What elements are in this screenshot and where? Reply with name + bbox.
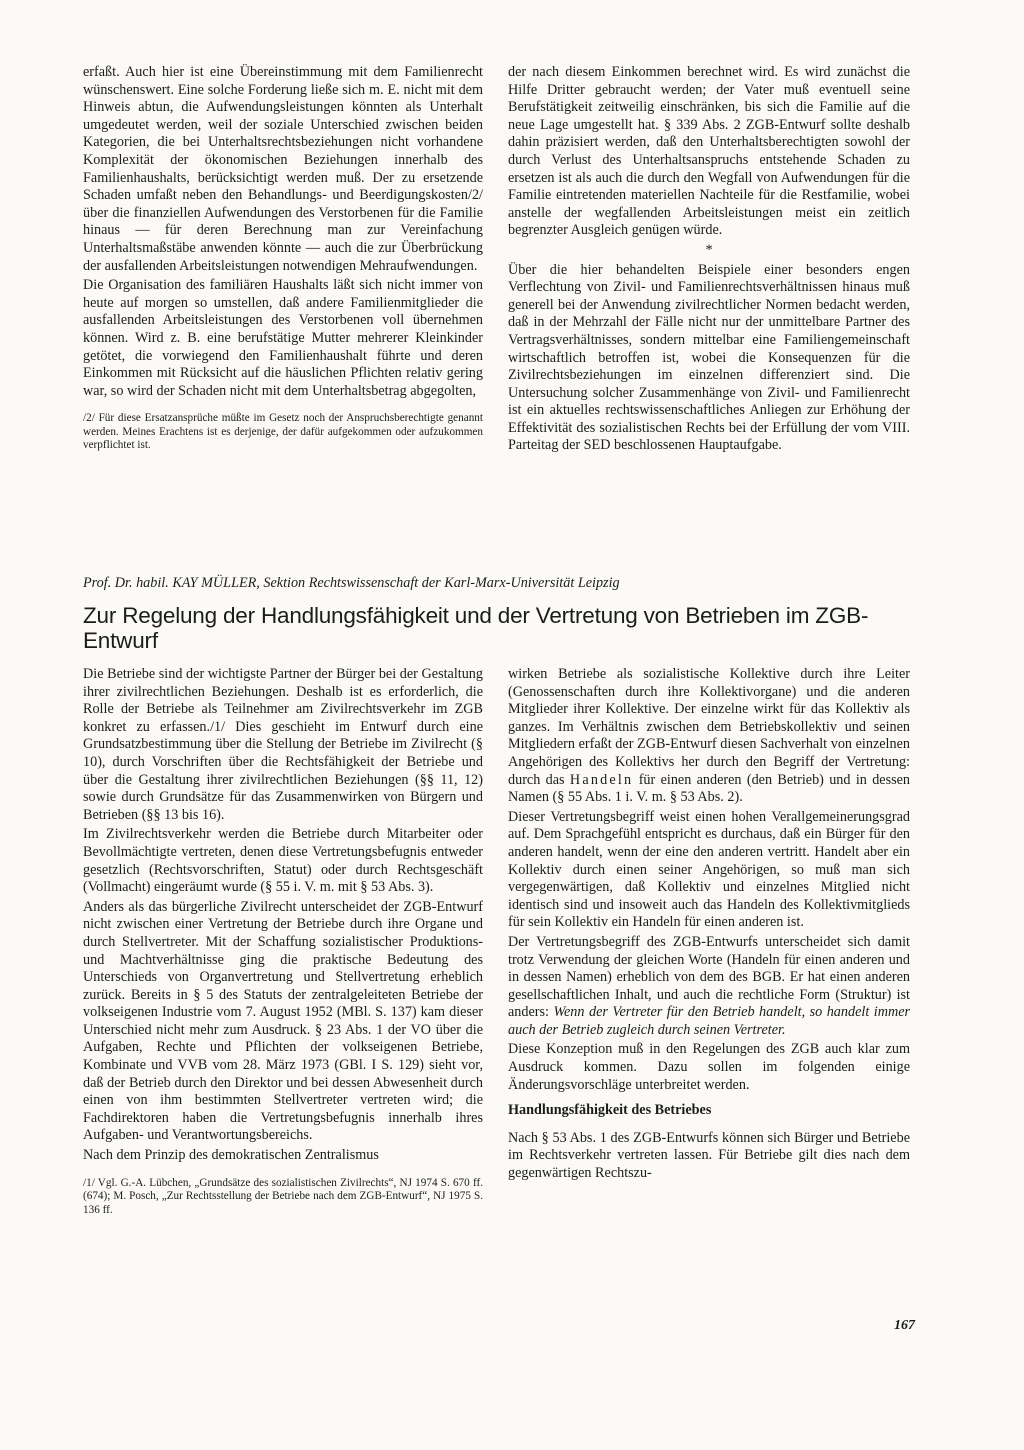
top-left-column (83, 64, 483, 453)
paragraph: Anders als das bürgerliche Zivilrecht unterscheidet der ZGB-Entwurf nicht zwischen einer Vertretung der Betriebe durch ihre Organe und durch Stellvertreter. Mit der Schaffung sozialistischer Produktions- und Machtverhältnisse ging die praktische Bedeutung des Unterschieds von Organvertretung und Stellvertretung erheblich zurück. Bereits in § 5 des Statuts der zentralgeleiteten Betriebe der volkseigenen Industrie vom 7. August 1952 (MBl. S. 137) kam dieser Unterschied nicht mehr zum Ausdruck. § 23 Abs. 1 der VO über die Aufgaben, Rechte und Pflichten der volkseigenen Betriebe, Kombinate und VVB vom 28. März 1973 (GBl. I S. 129) sieht vor, daß der Betrieb durch den Direktor und bei dessen Abwesenheit durch einen von ihm bestimmten Stellvertreter vertreten wird; die Fachdirektoren haben die Vertretungsbefugnis innerhalb ihres Aufgaben- und Verantwortungsbereichs. (83, 898, 483, 1144)
paragraph: wirken Betriebe als sozialistische Kollektive durch ihre Leiter (Genossenschaften durch ihre Kollektivorgane) und die anderen Mitglieder ihrer Kollektive. Der einzelne wirkt für das Kollektiv als ganzes. Im Verhältnis zwischen dem Betriebskollektiv und seinen Mitgliedern erfaßt der ZGB-Entwurf diesen Sachverhalt von einzelnen Angehörigen des Kollektivs her durch den Begriff der Vertretung: durch das Handeln für einen anderen (den Betrieb) und in dessen Namen (§ 55 Abs. 1 i. V. m. § 53 Abs. 2). (508, 666, 911, 806)
paragraph: Nach § 53 Abs. 1 des ZGB-Entwurfs können sich Bürger und Betriebe im Rechtsverkehr vertreten lassen. Für Betriebe gilt dies nach dem gegenwärtigen Rechtszu- (508, 1129, 910, 1182)
page-number: 167 (894, 1318, 915, 1333)
paragraph: Nach dem Prinzip des demokratischen Zentralismus (83, 1147, 379, 1164)
article-right-column (508, 666, 910, 1185)
footnote-2: /2/ Für diese Ersatzansprüche müßte im Gesetz noch der Anspruchsberechtigte genannt werden. Meines Erachtens ist es derjenige, der dafür aufgekommen oder aufzukommen verpflichtet ist. (83, 412, 483, 452)
paragraph: Über die hier behandelten Beispiele einer besonders engen Verflechtung von Zivil- und Familienrechtsverhältnissen hinaus muß generell bei der Anwendung zivilrechtlicher Normen bedacht werden, daß in der Mehrzahl der Fälle nicht nur der unmittelbare Partner des Vertragsverhältnisses, sondern mittelbar eine Familiengemeinschaft wirtschaftlich betroffen ist, wobei die Konsequenzen für die Zivilrechtsbeziehungen im einzelnen differenziert sind. Die Untersuchung solcher Zusammenhänge von Zivil- und Familienrecht ist ein aktuelles rechtswissenschaftliches Anliegen zur Erhöhung der Effektivität des sozialistischen Rechts bei der Erfüllung der vom VIII. Parteitag der SED beschlossenen Hauptaufgabe. (508, 261, 910, 454)
emphasis-italic: Wenn der Vertreter für den Betrieb handelt, so handelt immer auch der Betrieb zugleich durch seinen Vertreter. (508, 1004, 911, 1038)
emphasis-spaced: Handeln (569, 771, 634, 788)
paragraph: Die Organisation des familiären Haushalts läßt sich nicht immer von heute auf morgen so umstellen, daß andere Familienmitglieder die ausfallenden Arbeitsleistungen des Verstorbenen voll übernehmen können. Wird z. B. eine berufstätige Mutter mehrerer Kleinkinder getötet, die vorwiegend den Familienhaushalt führte und deren Einkommen mit Rücksicht auf die häuslichen Pflichten relativ gering war, so wird der Schaden nicht mit dem Unterhaltsbetrag abgegolten, (83, 277, 483, 399)
paragraph: Der Vertretungsbegriff des ZGB-Entwurfs unterscheidet sich damit trotz Verwendung der gleichen Worte (Handeln für einen anderen und in dessen Namen) erheblich von dem des BGB. Er hat einen anderen gesellschaftlichen Inhalt, und auch die rechtliche Form (Struktur) ist anders: Wenn der Vertreter für den Betrieb handelt, so handelt immer auch der Betrieb zugleich durch seinen Vertreter. (508, 933, 911, 1038)
section-heading: Handlungsfähigkeit des Betriebes (508, 1102, 712, 1119)
paragraph: Die Betriebe sind der wichtigste Partner der Bürger bei der Gestaltung ihrer zivilrechtlichen Beziehungen. Deshalb ist es erforderlich, die Rolle der Betriebe als Teilnehmer am Zivilrechtsverkehr im ZGB konkret zu erfassen./1/ Dies geschieht im Entwurf durch eine Grundsatzbestimmung über die Stellung der Betriebe im Zivilrecht (§ 10), durch Vorschriften über die Rechtsfähigkeit der Betriebe und über die Gestaltung ihrer zivilrechtlichen Beziehungen (§§ 11, 12) sowie durch Grundsätze für das Zusammenwirken von Bürgern und Betrieben (§§ 13 bis 16). (83, 666, 483, 823)
top-right-column (508, 64, 910, 457)
paragraph: Im Zivilrechtsverkehr werden die Betriebe durch Mitarbeiter oder Bevollmächtigte vertreten, denen diese Vertretungsbefugnis entweder gesetzlich (Rechtsvorschriften, Statut) oder durch Rechtsgeschäft (Vollmacht) eingeräumt wurde (§ 55 i. V. m. mit § 53 Abs. 3). (83, 826, 483, 896)
article-left-column (83, 666, 483, 1217)
paragraph: erfaßt. Auch hier ist eine Übereinstimmung mit dem Familienrecht wünschenswert. Eine solche Forderung ließe sich m. E. nicht mit dem Hinweis abtun, die Aufwendungsleistungen könnten als Unterhalt umgedeutet werden, weil der soziale Unterschied zwischen beiden Kategorien, die bei Unterhaltsrechtsbeziehungen nicht vorhandene Komplexität der ökonomischen Beziehungen innerhalb des Familienhaushalts, berücksichtigt werden muß. Der zu ersetzende Schaden umfaßt neben den Behandlungs- und Beerdigungskosten/2/ über die finanziellen Aufwendungen des Verstorbenen für die Familie hinaus — für deren Berechnung man zur Vereinfachung Unterhaltsmaßstäbe anwenden könnte — auch die zur Überbrückung der ausfallenden Arbeitsleistungen notwendigen Mehraufwendungen. (83, 64, 483, 274)
footnote-1: /1/ Vgl. G.-A. Lübchen, „Grundsätze des sozialistischen Zivilrechts“, NJ 1974 S. 670 ff. (674); M. Posch, „Zur Rechtsstellung der Betriebe nach dem ZGB-Entwurf“, NJ 1975 S. 136 ff. (83, 1176, 483, 1216)
paragraph: der nach diesem Einkommen berechnet wird. Es wird zunächst die Hilfe Dritter gebraucht werden; der Vater muß eventuell seine Berufstätigkeit zeitweilig einschränken, bis sich die Familie auf die neue Lage umgestellt hat. § 339 Abs. 2 ZGB-Entwurf sollte deshalb dahin präzisiert werden, daß den Unterhaltsberechtigten sowohl der durch Verlust des Unterhaltsanspruchs entstehende Schaden zu ersetzen ist als auch die durch den Wegfall von Aufwendungen für die Familie eintretenden materiellen Nachteile für die Restfamilie, wobei anstelle der wegfallenden Arbeitsleistungen meist ein zeitlich begrenzter Ausgleich genügen würde. (508, 64, 910, 239)
section-separator: * (705, 241, 713, 258)
author-byline: Prof. Dr. habil. KAY MÜLLER, Sektion Rechtswissenschaft der Karl-Marx-Universität Leipzig (83, 575, 620, 591)
article-title: Zur Regelung der Handlungsfähigkeit und der Vertretung von Betrieben im ZGB-Entwurf (83, 603, 869, 653)
paragraph: Diese Konzeption muß in den Regelungen des ZGB auch klar zum Ausdruck kommen. Dazu sollen im folgenden einige Änderungsvorschläge unterbreitet werden. (508, 1041, 910, 1093)
paragraph: Dieser Vertretungsbegriff weist einen hohen Verallgemeinerungsgrad auf. Dem Sprachgefühl entspricht es durchaus, daß ein Bürger für den anderen handelt, wenn der eine den anderen vertritt. Handelt aber ein Kollektiv durch einen seiner Angehörigen, so muß man sich vergegenwärtigen, daß Kollektiv und einzelnes Mitglied nicht identisch sind und insoweit auch das Handeln des Kollektivmitglieds für sein Kollektiv ein Handeln für einen anderen ist. (508, 808, 910, 931)
